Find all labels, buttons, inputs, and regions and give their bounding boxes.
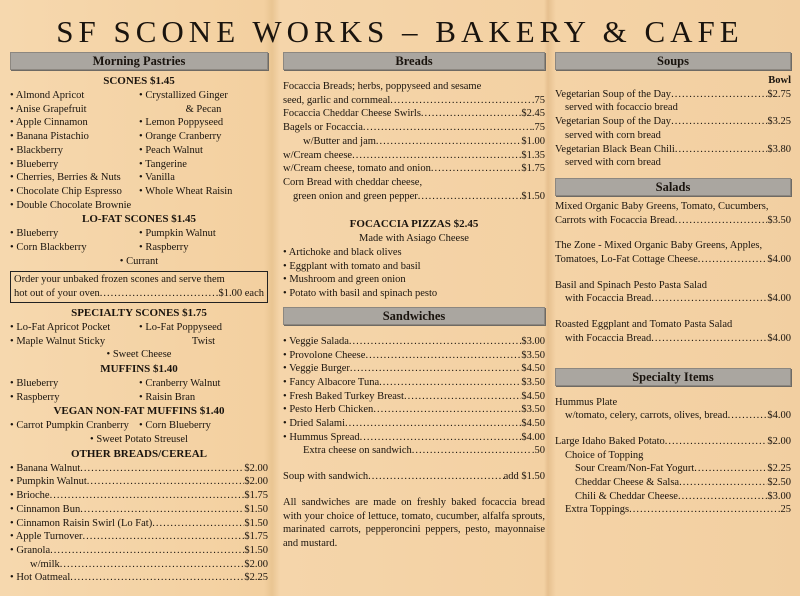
other-breads-list bbox=[10, 462, 268, 585]
list-item: • Cherries, Berries & Nuts bbox=[10, 171, 139, 185]
breads-header: Breads bbox=[283, 52, 545, 70]
list-item: Soup with sandwich ..... add $1.50 bbox=[283, 470, 545, 484]
list-item: • Lo-Fat Apricot Pocket bbox=[10, 321, 139, 335]
list-item: • Provolone Cheese ..... $3.50 bbox=[283, 349, 545, 363]
scones-right bbox=[139, 89, 268, 212]
list-item: Tomatoes, Lo-Fat Cottage Cheese ..... $4.00 bbox=[555, 253, 791, 267]
list-item: • Blueberry bbox=[10, 227, 139, 241]
list-item: • Hummus Spread ..... $4.00 bbox=[283, 431, 545, 445]
list-item: • Almond Apricot bbox=[10, 89, 139, 103]
scones-left bbox=[10, 89, 139, 212]
list-item: • Fancy Albacore Tuna ..... $3.50 bbox=[283, 376, 545, 390]
scones-title: SCONES $1.45 bbox=[103, 75, 175, 87]
list-item: • Fresh Baked Turkey Breast ..... $4.50 bbox=[283, 390, 545, 404]
list-item: • Brioche ..... $1.75 bbox=[10, 489, 268, 503]
list-item: with Focaccia Bread ..... $4.00 bbox=[555, 332, 791, 346]
sandwiches-header: Sandwiches bbox=[283, 307, 545, 325]
list-item: • Blueberry bbox=[10, 377, 139, 391]
list-item: • Peach Walnut bbox=[139, 144, 268, 158]
list-item: Large Idaho Baked Potato ..... $2.00 bbox=[555, 435, 791, 449]
list-item: • Raisin Bran bbox=[139, 391, 268, 405]
list-item: • Pumpkin Walnut ..... $2.00 bbox=[10, 475, 268, 489]
lofat-scones-list bbox=[10, 227, 268, 254]
frozen-line-1: Order your unbaked frozen scones and serve them bbox=[14, 274, 225, 286]
list-item: Sour Cream/Non-Fat Yogurt ..... $2.25 bbox=[555, 462, 791, 476]
muffins-list bbox=[10, 377, 268, 404]
list-item: Carrots with Focaccia Bread ..... $3.50 bbox=[555, 214, 791, 228]
list-item: • Lemon Poppyseed bbox=[139, 116, 268, 130]
list-item: Vegetarian Soup of the Day ..... $3.25 bbox=[555, 115, 791, 129]
list-item: • Sweet Potato Streusel bbox=[10, 433, 268, 447]
list-item: • Currant bbox=[10, 255, 268, 269]
breads-column bbox=[283, 52, 545, 551]
list-item: Twist bbox=[191, 335, 216, 347]
list-item: • Cinnamon Raisin Swirl (Lo Fat) ..... $1.50 bbox=[10, 517, 268, 531]
list-item: w/Cream cheese, tomato and onion ..... $1.75 bbox=[283, 162, 545, 176]
list-item: • Vanilla bbox=[139, 171, 268, 185]
salad-3-line-1: Basil and Spinach Pesto Pasta Salad bbox=[555, 279, 707, 291]
salad-4-line-1: Roasted Eggplant and Tomato Pasta Salad bbox=[555, 319, 733, 331]
specialty-items-header: Specialty Items bbox=[555, 368, 791, 386]
list-item: w/milk ..... $2.00 bbox=[10, 558, 268, 572]
list-item: • Banana Walnut ..... $2.00 bbox=[10, 462, 268, 476]
list-item: • Double Chocolate Brownie bbox=[10, 199, 139, 213]
list-item: Extra Toppings ..... .25 bbox=[555, 503, 791, 517]
list-item: • Carrot Pumpkin Cranberry bbox=[10, 419, 139, 433]
soups-column bbox=[555, 52, 791, 517]
list-item: Cheddar Cheese & Salsa ..... $2.50 bbox=[555, 476, 791, 490]
specialty-scones-list bbox=[10, 321, 268, 348]
salad-1-line-1: Mixed Organic Baby Greens, Tomato, Cucumbers, bbox=[555, 200, 769, 212]
list-item: • Sweet Cheese bbox=[10, 348, 268, 362]
frozen-line-2: hot out of your oven ..... $1.00 each bbox=[14, 287, 264, 301]
vegan-muffins-list bbox=[10, 419, 268, 433]
list-item: • Raspberry bbox=[10, 391, 139, 405]
frozen-price: $1.00 each bbox=[218, 288, 264, 300]
list-item: w/Cream cheese ..... $1.35 bbox=[283, 149, 545, 163]
list-item: • Veggie Burger ..... $4.50 bbox=[283, 362, 545, 376]
list-item: • Lo-Fat Poppyseed bbox=[139, 321, 268, 335]
morning-pastries-header: Morning Pastries bbox=[10, 52, 268, 70]
list-item: Vegetarian Soup of the Day ..... $2.75 bbox=[555, 88, 791, 102]
list-item: Focaccia Cheddar Cheese Swirls ..... $2.45 bbox=[283, 107, 545, 121]
pizzas-subtitle: Made with Asiago Cheese bbox=[359, 233, 469, 245]
list-item: • Potato with basil and spinach pesto bbox=[283, 287, 545, 301]
list-item: • Apple Turnover ..... $1.75 bbox=[10, 530, 268, 544]
frozen-scones-box bbox=[10, 271, 268, 302]
list-item: • Pesto Herb Chicken ..... $3.50 bbox=[283, 403, 545, 417]
cornbread-line-1: Corn Bread with cheddar cheese, bbox=[283, 176, 423, 188]
page-title: SF SCONE WORKS – BAKERY & CAFE bbox=[56, 14, 744, 49]
lofat-scones-title: LO-FAT SCONES $1.45 bbox=[82, 213, 196, 226]
choice-of-topping: Choice of Topping bbox=[565, 449, 644, 461]
list-item: • Granola ..... $1.50 bbox=[10, 544, 268, 558]
list-item: seed, garlic and cornmeal ..... .75 bbox=[283, 94, 545, 108]
list-item-sub: served with corn bread bbox=[565, 157, 661, 169]
list-item: w/tomato, celery, carrots, olives, bread ..... $4.00 bbox=[555, 409, 791, 423]
list-item: • Banana Pistachio bbox=[10, 130, 139, 144]
hummus-title: Hummus Plate bbox=[555, 396, 618, 408]
list-item: • Raspberry bbox=[139, 241, 268, 255]
list-item: • Dried Salami ..... $4.50 bbox=[283, 417, 545, 431]
list-item: green onion and green pepper ..... $1.50 bbox=[283, 190, 545, 204]
list-item: • Cranberry Walnut bbox=[139, 377, 268, 391]
list-item: • Anise Grapefruit bbox=[10, 103, 139, 117]
list-item-sub: served with corn bread bbox=[565, 129, 661, 141]
focaccia-line-1: Focaccia Breads; herbs, poppyseed and sesame bbox=[283, 81, 482, 92]
list-item: • Mushroom and green onion bbox=[283, 273, 545, 287]
list-item: & Pecan bbox=[185, 103, 222, 115]
salads-header: Salads bbox=[555, 178, 791, 196]
list-item: • Artichoke and black olives bbox=[283, 246, 545, 260]
list-item: • Veggie Salada ..... $3.00 bbox=[283, 335, 545, 349]
list-item: • Blueberry bbox=[10, 158, 139, 172]
list-item: Bagels or Focaccia ..... .75 bbox=[283, 121, 545, 135]
soups-header: Soups bbox=[555, 52, 791, 70]
list-item: • Whole Wheat Raisin bbox=[139, 185, 268, 199]
list-item-sub: served with focaccio bread bbox=[565, 102, 678, 114]
list-item: Extra cheese on sandwich ..... .50 bbox=[283, 444, 545, 458]
list-item: • Corn Blueberry bbox=[139, 419, 268, 433]
other-breads-title: OTHER BREADS/CEREAL bbox=[70, 447, 207, 460]
list-item: • Maple Walnut Sticky bbox=[10, 335, 139, 349]
list-item: • Tangerine bbox=[139, 158, 268, 172]
list-item: • Corn Blackberry bbox=[10, 241, 139, 255]
list-item: • Apple Cinnamon bbox=[10, 116, 139, 130]
list-item: • Hot Oatmeal ..... $2.25 bbox=[10, 571, 268, 585]
muffins-title: MUFFINS $1.40 bbox=[100, 362, 178, 375]
vegan-muffins-title: VEGAN NON-FAT MUFFINS $1.40 bbox=[53, 405, 225, 418]
bowl-label: Bowl bbox=[768, 75, 791, 86]
morning-pastries-column bbox=[10, 52, 268, 585]
scones-list bbox=[10, 89, 268, 212]
list-item: with Focaccia Bread ..... $4.00 bbox=[555, 292, 791, 306]
specialty-scones-title: SPECIALTY SCONES $1.75 bbox=[71, 306, 207, 319]
list-item: • Orange Cranberry bbox=[139, 130, 268, 144]
list-item: Chili & Cheddar Cheese ..... $3.00 bbox=[555, 490, 791, 504]
list-item: • Cinnamon Bun ..... $1.50 bbox=[10, 503, 268, 517]
list-item: • Crystallized Ginger bbox=[139, 89, 268, 103]
list-item: w/Butter and jam ..... $1.00 bbox=[283, 135, 545, 149]
list-item: • Blackberry bbox=[10, 144, 139, 158]
list-item: Vegetarian Black Bean Chili ..... $3.80 bbox=[555, 143, 791, 157]
list-item: • Eggplant with tomato and basil bbox=[283, 260, 545, 274]
sandwiches-note: All sandwiches are made on freshly baked focaccia bread with your choice of lettuce, tomato, cucumber, alfalfa sprouts, marinated carrots, pepperoncini peppers, pesto, mayonnaise and mustard. bbox=[283, 496, 545, 549]
list-item: • Pumpkin Walnut bbox=[139, 227, 268, 241]
salad-2-line-1: The Zone - Mixed Organic Baby Greens, Apples, bbox=[555, 240, 763, 252]
pizzas-title: FOCACCIA PIZZAS $2.45 bbox=[349, 218, 479, 231]
list-item: • Chocolate Chip Espresso bbox=[10, 185, 139, 199]
